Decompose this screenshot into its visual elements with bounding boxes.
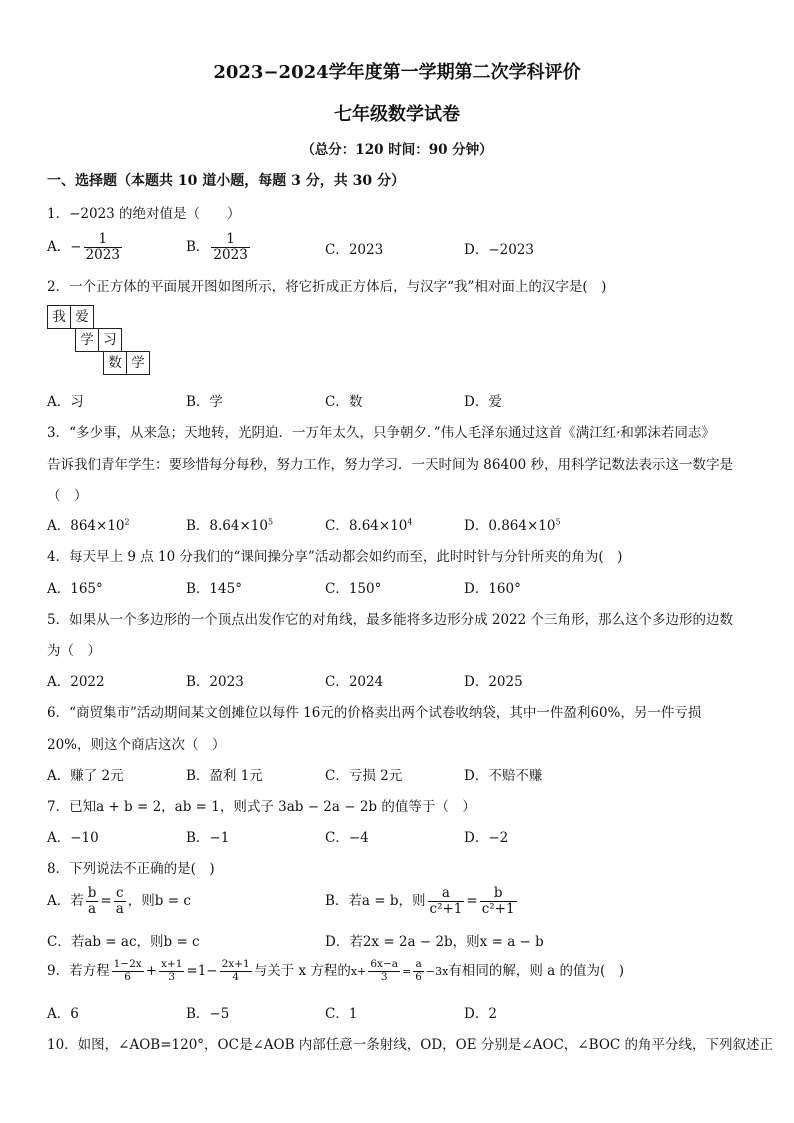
exponent: 4 (407, 517, 413, 527)
fraction (159, 959, 184, 983)
net-cell: 爱 (70, 305, 94, 329)
fraction (211, 232, 249, 263)
option-text: A．864×10 (47, 518, 125, 534)
question-9-option-b: B．−5 (186, 1006, 230, 1022)
question-5-option-d: D．2025 (464, 674, 523, 690)
net-cell: 习 (98, 328, 122, 352)
question-8-option-b (325, 886, 519, 917)
fraction (368, 959, 400, 983)
question-8-option-a (47, 886, 191, 917)
fraction (220, 959, 252, 983)
question-5-option-c: C．2024 (325, 674, 384, 690)
question-4-option-c: C．150° (325, 581, 382, 597)
question-4-option-d: D．160° (464, 581, 521, 597)
question-1-option-d: D．−2023 (464, 242, 534, 258)
question-1-option-c: C．2023 (325, 242, 384, 258)
question-4-option-b: B．145° (186, 581, 242, 597)
question-6-option-c: C．亏损 2元 (325, 768, 403, 784)
question-6-stem-line2: 20%，则这个商店这次（ ） (47, 737, 226, 753)
numerator: a (428, 886, 465, 902)
question-6-option-a: A．赚了 2元 (47, 768, 124, 784)
denominator: 6 (415, 971, 422, 983)
exponent: 5 (555, 517, 561, 527)
stem-text: 与关于 x 方程的 (253, 963, 351, 979)
question-5-option-b: B．2023 (186, 674, 244, 690)
fraction (114, 886, 126, 917)
equals-sign: = (466, 892, 478, 909)
question-6-option-b: B．盈利 1元 (186, 768, 263, 784)
question-8-stem: 8．下列说法不正确的是( ) (47, 861, 215, 877)
numerator: 1 (84, 232, 122, 248)
question-9-option-a: A．6 (47, 1006, 79, 1022)
numerator: x+1 (161, 958, 183, 971)
denominator: c²+1 (481, 900, 515, 917)
question-9-option-c: C．1 (325, 1006, 358, 1022)
equals-sign: = (402, 965, 412, 978)
question-7-option-d: D．−2 (464, 830, 509, 846)
option-label: A．若 (47, 892, 84, 909)
numerator: a (413, 959, 424, 972)
equation-text: x+ (350, 965, 367, 978)
question-3-stem-line1: 3．“多少事，从来急；天地转，光阴迫．一万年太久，只争朝夕．”伟人毛泽东通过这首《满江红·和郭沫若同志》 (47, 425, 715, 441)
equation-text: =1− (186, 963, 218, 979)
equation-text: −3x (425, 965, 449, 978)
denominator: 3 (380, 971, 388, 983)
exam-subtitle: 七年级数学试卷 (334, 104, 460, 125)
denominator: 2023 (85, 246, 120, 263)
exponent: 5 (267, 517, 274, 527)
exam-title: 2023−2024学年度第一学期第二次学科评价 (213, 62, 581, 83)
fraction (84, 232, 122, 263)
option-text: B．8.64×10 (186, 518, 268, 534)
stem-text: 9．若方程 (47, 963, 110, 979)
question-3-option-c (325, 514, 412, 534)
question-7-stem: 7．已知a + b = 2，ab = 1，则式子 3ab − 2a − 2b 的值等于（ ） (47, 799, 476, 815)
question-6-stem-line1: 6．“商贸集市”活动期间某文创摊位以每件 16元的价格卖出两个试卷收纳袋，其中一件盈利60%，另一件亏损 (47, 705, 702, 721)
net-cell: 我 (47, 305, 71, 329)
fraction (112, 959, 144, 983)
option-label: A．− (47, 238, 82, 255)
exam-info: （总分：120 时间：90 分钟） (301, 142, 493, 158)
question-1-stem: 1．−2023 的绝对值是（ ） (47, 206, 241, 222)
question-3-stem-line3: （ ） (47, 488, 88, 504)
net-cell: 学 (126, 351, 150, 375)
question-9-option-d: D．2 (464, 1006, 497, 1022)
numerator: c (114, 886, 126, 902)
question-8-option-c: C．若ab = ac，则b = c (47, 934, 200, 950)
question-3-option-d (464, 514, 561, 534)
cube-net-figure (47, 305, 159, 380)
question-2-option-c: C．数 (325, 394, 363, 410)
question-7-option-c: C．−4 (325, 830, 369, 846)
plus-sign: + (145, 963, 157, 979)
question-3-option-b (186, 514, 273, 534)
question-4-option-a: A．165° (47, 581, 103, 597)
denominator: 6 (124, 971, 131, 983)
equals-sign: = (100, 892, 112, 909)
stem-text: 有相同的解，则 a 的值为( ) (448, 963, 625, 979)
question-2-option-a: A．习 (47, 394, 84, 410)
fraction (480, 886, 517, 917)
option-label: B． (186, 238, 210, 255)
question-7-option-a: A．−10 (47, 830, 99, 846)
question-8-option-d: D．若2x = 2a − 2b，则x = a − b (325, 934, 544, 950)
question-1-option-a (47, 232, 124, 263)
question-2-option-d: D．爱 (464, 394, 502, 410)
question-5-option-a: A．2022 (47, 674, 105, 690)
question-1-option-b (186, 232, 252, 263)
net-cell: 数 (103, 351, 127, 375)
question-3-stem-line2: 告诉我们青年学生：要珍惜每分每秒，努力工作，努力学习．一天时间为 86400 秒，用科学记数法表示这一数字是 (47, 457, 734, 473)
option-label: B．若a = b，则 (325, 892, 426, 909)
denominator: c²+1 (429, 900, 463, 917)
question-4-stem: 4．每天早上 9 点 10 分我们的“课间操分享”活动都会如约而至，此时时针与分针所夹的角为( ) (47, 549, 623, 565)
numerator: b (480, 886, 517, 902)
question-3-option-a (47, 514, 130, 534)
exponent: 2 (124, 517, 130, 527)
option-text: D．0.864×10 (464, 518, 556, 534)
numerator: 6x−a (370, 958, 399, 971)
net-cell: 学 (75, 328, 99, 352)
numerator: 1−2x (113, 958, 142, 971)
question-5-stem-line2: 为（ ） (47, 643, 101, 659)
denominator: 3 (168, 971, 176, 983)
question-10-stem: 10．如图，∠AOB=120°，OC是∠AOB 内部任意一条射线，OD，OE 分别是∠AOC，∠BOC 的角平分线，下列叙述正 (47, 1037, 774, 1053)
question-2-option-b: B．学 (186, 394, 223, 410)
fraction (413, 959, 424, 983)
question-9-stem (47, 959, 624, 984)
question-5-stem-line1: 5．如果从一个多边形的一个顶点出发作它的对角线，最多能将多边形分成 2022 个三角形，那么这个多边形的边数 (47, 612, 734, 628)
denominator: a (88, 900, 97, 917)
fraction (428, 886, 465, 917)
fraction (86, 886, 99, 917)
numerator: 2x+1 (221, 958, 250, 971)
option-text: ，则b = c (127, 892, 191, 909)
question-2-stem: 2．一个正方体的平面展开图如图所示，将它折成正方体后，与汉字“我”相对面上的汉字是( ) (47, 279, 607, 295)
numerator: 1 (211, 232, 249, 248)
question-7-option-b: B．−1 (186, 830, 230, 846)
numerator: b (87, 885, 97, 901)
section-heading: 一、选择题（本题共 10 道小题，每题 3 分，共 30 分） (47, 173, 405, 189)
question-6-option-d: D．不赔不赚 (464, 768, 543, 784)
denominator: 4 (232, 971, 240, 983)
denominator: 2023 (213, 246, 248, 263)
denominator: a (115, 900, 124, 917)
option-text: C．8.64×10 (325, 518, 408, 534)
